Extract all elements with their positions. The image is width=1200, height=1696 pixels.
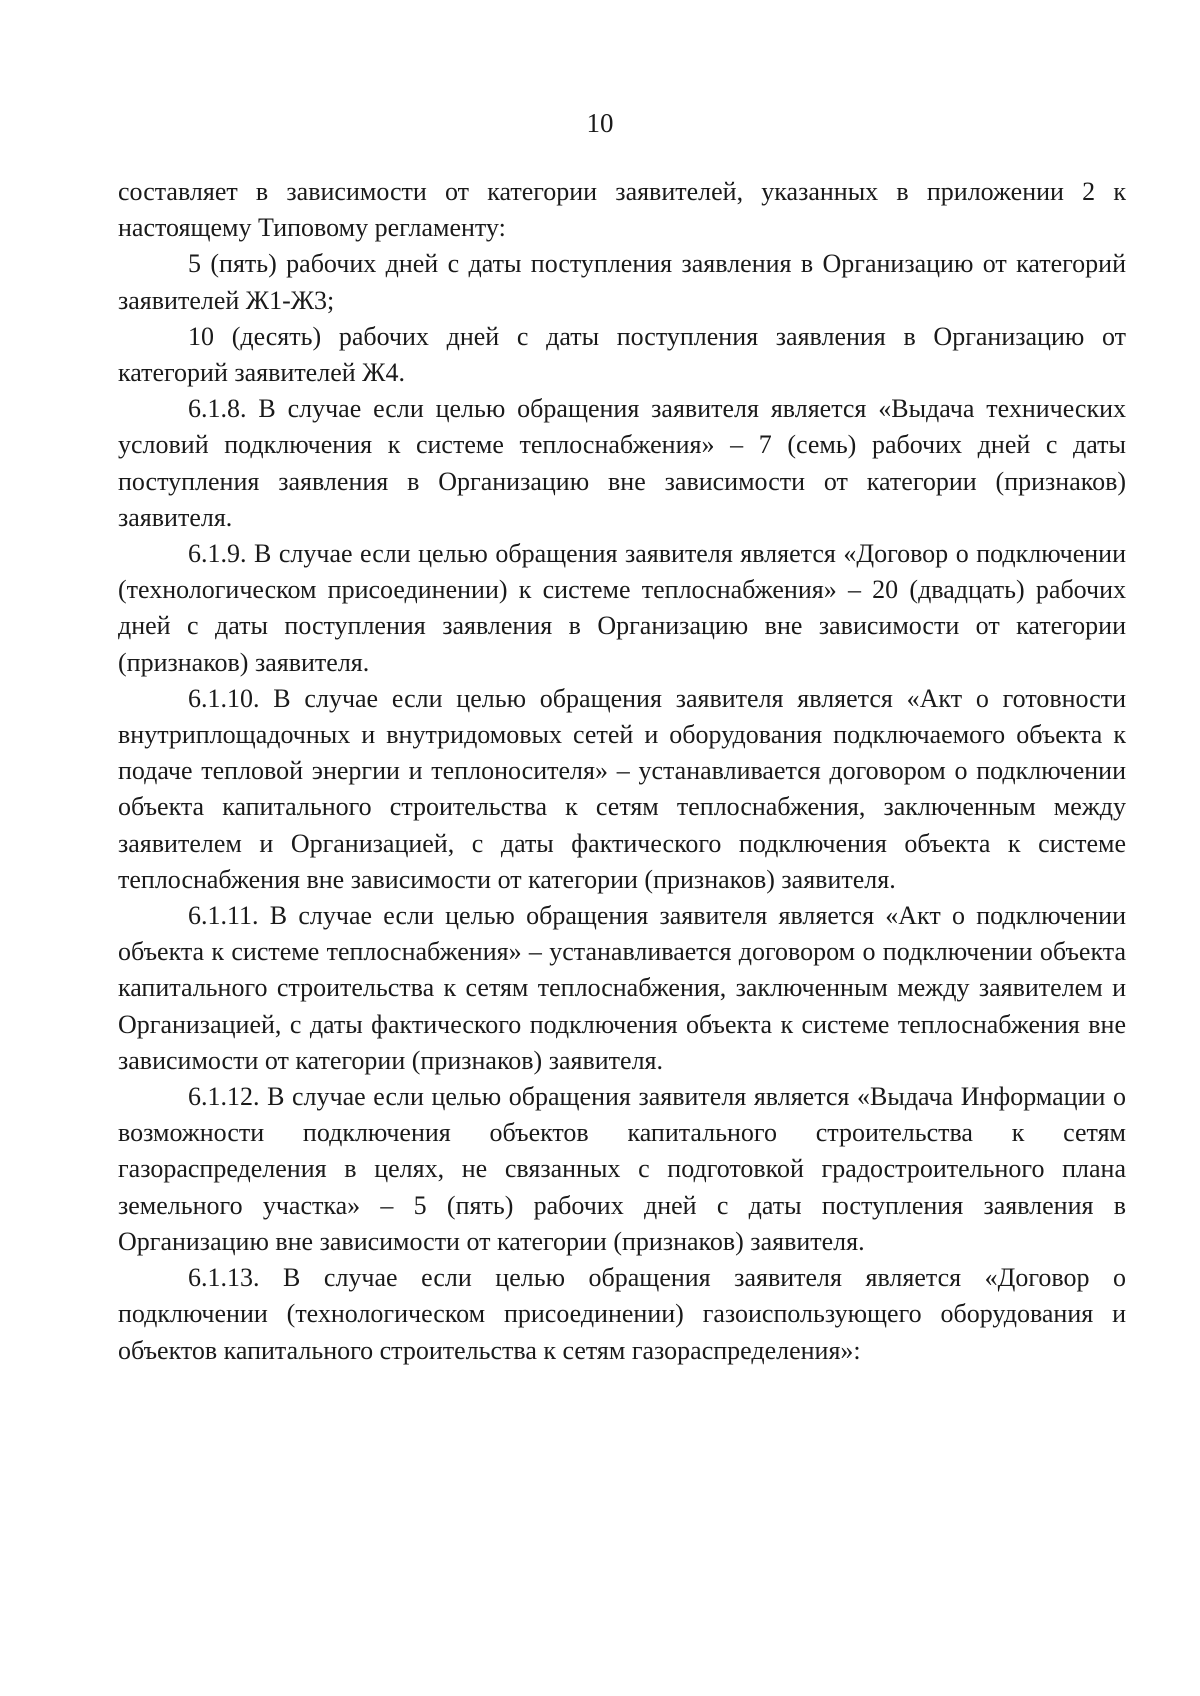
paragraph-6-1-11: 6.1.11. В случае если целью обращения заявителя является «Акт о подключении объекта к системе теплоснабжения» – устанавливается договором о подключении объекта капитального строительства к сетям теплоснабжения, заключенным между заявителем и Организацией, с даты фактического подключения объекта к системе теплоснабжения вне зависимости от категории (признаков) заявителя. [118,901,1126,1075]
paragraph-5-days: 5 (пять) рабочих дней с даты поступления заявления в Организацию от категорий заявителей Ж1-Ж3; [118,249,1126,315]
document-body [118,174,1126,1369]
paragraph-6-1-13: 6.1.13. В случае если целью обращения заявителя является «Договор о подключении (технологическом присоединении) газоиспользующего оборудования и объектов капитального строительства к сетям газораспределения»: [118,1263,1126,1365]
paragraph-6-1-10: 6.1.10. В случае если целью обращения заявителя является «Акт о готовности внутриплощадочных и внутридомовых сетей и оборудования подключаемого объекта к подаче тепловой энергии и теплоносителя» – устанавливается договором о подключении объекта капитального строительства к сетям теплоснабжения, заключенным между заявителем и Организацией, с даты фактического подключения объекта к системе теплоснабжения вне зависимости от категории (признаков) заявителя. [118,683,1126,894]
paragraph-6-1-12: 6.1.12. В случае если целью обращения заявителя является «Выдача Информации о возможности подключения объектов капитального строительства к сетям газораспределения в целях, не связанных с подготовкой градостроительного плана земельного участка» – 5 (пять) рабочих дней с даты поступления заявления в Организацию вне зависимости от категории (признаков) заявителя. [118,1082,1126,1256]
paragraph-10-days: 10 (десять) рабочих дней с даты поступления заявления в Организацию от категорий заявителей Ж4. [118,321,1126,388]
paragraph-6-1-8: 6.1.8. В случае если целью обращения заявителя является «Выдача технических условий подключения к системе теплоснабжения» – 7 (семь) рабочих дней с даты поступления заявления в Организацию вне зависимости от категории (признаков) заявителя. [118,394,1126,532]
page-number: 10 [586,108,614,138]
paragraph-6-1-9: 6.1.9. В случае если целью обращения заявителя является «Договор о подключении (технологическом присоединении) к системе теплоснабжения» – 20 (двадцать) рабочих дней с даты поступления заявления в Организацию вне зависимости от категории (признаков) заявителя. [118,539,1126,677]
paragraph-continuation: составляет в зависимости от категории заявителей, указанных в приложении 2 к настоящему Типовому регламенту: [118,177,1126,243]
